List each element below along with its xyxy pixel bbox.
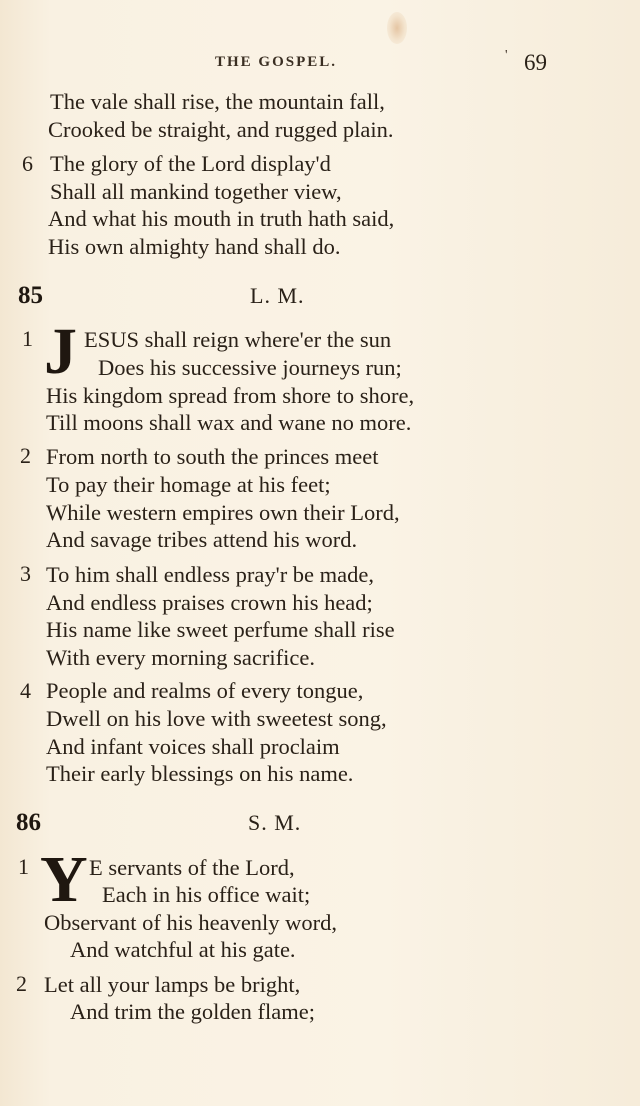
verse-number: 3 — [20, 561, 31, 586]
drop-cap: J — [44, 315, 77, 388]
verse-line: Till moons shall wax and wane no more. — [46, 410, 412, 435]
verse-number: 1 — [22, 326, 33, 351]
verse-line: E servants of the Lord, — [89, 855, 295, 880]
verse-line: People and realms of every tongue, — [46, 678, 364, 703]
verse-line: To him shall endless pray'r be made, — [46, 562, 375, 587]
running-title: THE GOSPEL. — [215, 54, 338, 70]
hymn-number: 86 — [16, 809, 41, 836]
verse-line: His name like sweet perfume shall rise — [46, 617, 395, 642]
verse-line: Dwell on his love with sweetest song, — [46, 706, 387, 731]
verse-number: 4 — [20, 678, 31, 703]
hymn-meter: L. M. — [250, 283, 305, 308]
drop-cap: Y — [40, 843, 88, 916]
page-number: 69 — [524, 50, 547, 75]
page-stain — [387, 12, 407, 44]
hymn-number: 85 — [18, 282, 43, 309]
verse-line: Shall all mankind together view, — [50, 179, 342, 204]
verse-number: 6 — [22, 151, 33, 176]
verse-line: From north to south the princes meet — [46, 444, 379, 469]
verse-number: 2 — [16, 971, 27, 996]
verse-line: Does his successive journeys run; — [98, 355, 402, 380]
verse-line: Crooked be straight, and rugged plain. — [48, 117, 394, 142]
verse-line: And endless praises crown his head; — [46, 590, 373, 615]
verse-line: To pay their homage at his feet; — [46, 472, 331, 497]
verse-line: Each in his office wait; — [102, 882, 311, 907]
verse-line: With every morning sacrifice. — [46, 645, 315, 670]
hymn-meter: S. M. — [248, 810, 302, 835]
verse-number: 2 — [20, 443, 31, 468]
verse-line: Their early blessings on his name. — [46, 761, 354, 786]
verse-line: Let all your lamps be bright, — [44, 972, 301, 997]
printer-mark: ' — [505, 48, 508, 63]
verse-line: While western empires own their Lord, — [46, 500, 400, 525]
verse-line: And infant voices shall proclaim — [46, 734, 340, 759]
verse-line: His own almighty hand shall do. — [48, 234, 341, 259]
verse-line: And watchful at his gate. — [70, 937, 296, 962]
verse-line: ESUS shall reign where'er the sun — [84, 327, 392, 352]
verse-line: And savage tribes attend his word. — [46, 527, 358, 552]
verse-line: Observant of his heavenly word, — [44, 910, 338, 935]
verse-number: 1 — [18, 854, 29, 879]
verse-line: And trim the golden flame; — [70, 999, 315, 1024]
verse-line: The vale shall rise, the mountain fall, — [50, 89, 385, 114]
verse-line: His kingdom spread from shore to shore, — [46, 383, 415, 408]
verse-line: And what his mouth in truth hath said, — [48, 206, 395, 231]
verse-line: The glory of the Lord display'd — [50, 151, 331, 176]
